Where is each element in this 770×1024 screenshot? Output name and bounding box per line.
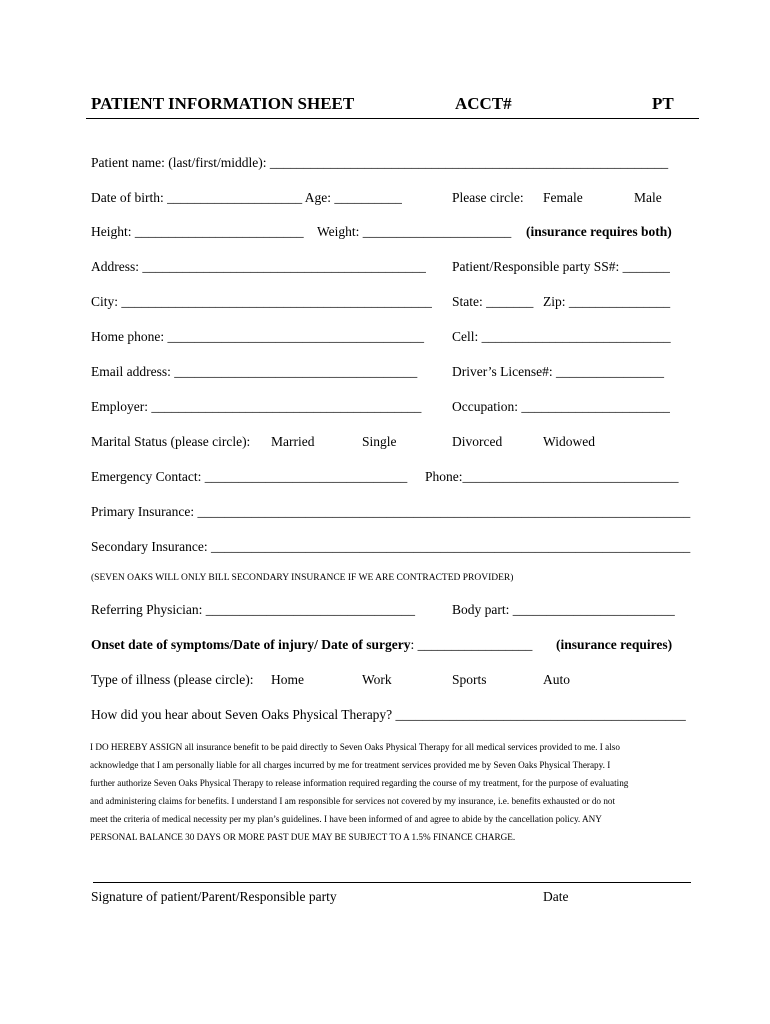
header-rule	[86, 118, 699, 119]
marital-option-single[interactable]: Single	[362, 434, 397, 449]
patient-name-field[interactable]: Patient name: (last/first/middle): ___________________________________________________________	[91, 155, 669, 170]
onset-date-line[interactable]: : _________________	[410, 637, 533, 652]
assignment-line: I DO HEREBY ASSIGN all insurance benefit to be paid directly to Seven Oaks Physical Therapy for all medical services provided to me. I also	[90, 742, 620, 752]
signature-date-label: Date	[543, 889, 569, 904]
body-part-field[interactable]: Body part: ________________________	[452, 602, 675, 617]
emergency-contact-field[interactable]: Emergency Contact: ______________________________	[91, 469, 408, 484]
dob-age-field[interactable]: Date of birth: ____________________ Age: __________	[91, 190, 402, 205]
assignment-paragraph	[90, 738, 680, 846]
illness-option-home[interactable]: Home	[271, 672, 304, 687]
cell-field[interactable]: Cell: ____________________________	[452, 329, 671, 344]
assignment-line: meet the criteria of medical necessity per my plan’s guidelines. I have been informed of and agree to abide by the cancellation policy. ANY	[90, 814, 602, 824]
page-title: PATIENT INFORMATION SHEET	[91, 94, 355, 113]
home-phone-field[interactable]: Home phone: ______________________________________	[91, 329, 424, 344]
signature-line[interactable]	[93, 882, 691, 883]
insurance-requires-note: (insurance requires)	[556, 637, 673, 652]
city-field[interactable]: City: ______________________________________________	[91, 294, 432, 309]
marital-option-widowed[interactable]: Widowed	[543, 434, 595, 449]
email-field[interactable]: Email address: ____________________________________	[91, 364, 418, 379]
weight-field[interactable]: Weight: ______________________	[317, 224, 512, 239]
marital-option-married[interactable]: Married	[271, 434, 315, 449]
drivers-license-field[interactable]: Driver’s License#: ________________	[452, 364, 664, 379]
onset-date-field[interactable]	[91, 637, 532, 653]
assignment-line: acknowledge that I am personally liable for all charges incurred by me for treatment services provided me by Seven Oaks Physical Therapy. I	[90, 760, 611, 770]
height-field[interactable]: Height: _________________________	[91, 224, 304, 239]
signature-label: Signature of patient/Parent/Responsible party	[91, 889, 337, 904]
assignment-line: PERSONAL BALANCE 30 DAYS OR MORE PAST DUE MAY BE SUBJECT TO A 1.5% FINANCE CHARGE.	[90, 832, 516, 842]
ss-field[interactable]: Patient/Responsible party SS#: _______	[452, 259, 670, 274]
illness-option-work[interactable]: Work	[362, 672, 392, 687]
gender-option-female[interactable]: Female	[543, 190, 583, 205]
illness-type-label: Type of illness (please circle):	[91, 672, 254, 687]
onset-date-label: Onset date of symptoms/Date of injury/ Date of surgery	[91, 637, 411, 652]
referral-source-field[interactable]: How did you hear about Seven Oaks Physical Therapy? ___________________________________________	[91, 707, 686, 722]
assignment-line: and administering claims for benefits. I understand I am responsible for services not covered by my insurance, i.e. benefits exhausted or do not	[90, 796, 616, 806]
address-field[interactable]: Address: __________________________________________	[91, 259, 426, 274]
primary-insurance-field[interactable]: Primary Insurance: _________________________________________________________________________	[91, 504, 691, 519]
please-circle-label: Please circle:	[452, 190, 524, 205]
secondary-insurance-note: (SEVEN OAKS WILL ONLY BILL SECONDARY INSURANCE IF WE ARE CONTRACTED PROVIDER)	[91, 573, 514, 583]
employer-field[interactable]: Employer: ________________________________________	[91, 399, 422, 414]
illness-option-sports[interactable]: Sports	[452, 672, 487, 687]
assignment-line: further authorize Seven Oaks Physical Therapy to release information required regarding the course of my treatment, for the purpose of evaluating	[90, 778, 629, 788]
secondary-insurance-field[interactable]: Secondary Insurance: _______________________________________________________________________	[91, 539, 691, 554]
pt-label: PT	[652, 94, 674, 113]
illness-option-auto[interactable]: Auto	[543, 672, 570, 687]
gender-option-male[interactable]: Male	[634, 190, 662, 205]
emergency-phone-field[interactable]: Phone:________________________________	[425, 469, 679, 484]
state-field[interactable]: State: _______	[452, 294, 534, 309]
zip-field[interactable]: Zip: _______________	[543, 294, 671, 309]
marital-status-label: Marital Status (please circle):	[91, 434, 251, 449]
marital-option-divorced[interactable]: Divorced	[452, 434, 503, 449]
insurance-both-note: (insurance requires both)	[526, 224, 672, 239]
referring-physician-field[interactable]: Referring Physician: _______________________________	[91, 602, 415, 617]
occupation-field[interactable]: Occupation: ______________________	[452, 399, 670, 414]
acct-label: ACCT#	[455, 94, 512, 113]
